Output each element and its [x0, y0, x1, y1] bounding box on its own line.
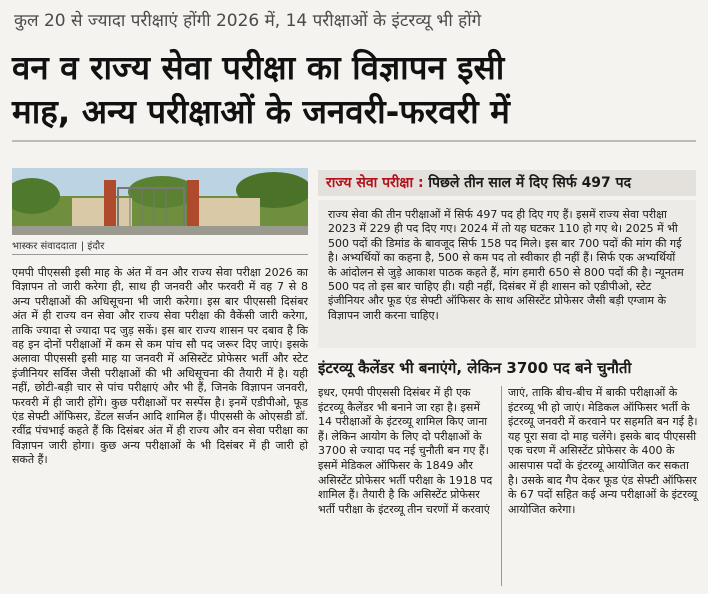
sidebar-heading: [318, 170, 696, 196]
kicker-line: कुल 20 से ज्यादा परीक्षाएं होंगी 2026 में, 14 परीक्षाओं के इंटरव्यू भी होंगे: [14, 11, 482, 31]
section-column-2: जाएं, ताकि बीच-बीच में बाकी परीक्षाओं के इंटरव्यू भी हो जाएं। मेडिकल ऑफिसर भर्ती के इंटरव्यू जनवरी में करवाने पर सहमति बन गई है। यह पूरा सवा दो माह चलेंगे। इसके बाद पीएससी एक चरण में असिस्टेंट प्रोफेसर के 400 के आसपास पदों के इंटरव्यू आयोजित कर सकता है। उसके बाद गैप देकर फूड एंड सेफ्टी ऑफिसर के 67 पदों सहित कई अन्य परीक्षाओं के इंटरव्यू आयोजित करेगा।: [508, 386, 698, 516]
campus-photo: [12, 168, 308, 235]
sidebar-body: राज्य सेवा की तीन परीक्षाओं में सिर्फ 497 पद ही दिए गए हैं। इसमें राज्य सेवा परीक्षा 2023 में 229 ही पद दिए गए। 2024 में तो यह घटकर 110 हो गए थे। 2025 में भी 500 पदों की डिमांड के बावजूद सिर्फ 158 पद मिले। इस बार 700 पदों की मांग की गई है। अभ्यर्थियों का कहना है, 500 से कम पद तो स्वीकार ही नहीं हैं। सिर्फ एक अभ्यर्थियों के आंदोलन से जुड़े आकाश पाठक कहते हैं, मांग हमारी 650 से 800 पदों की है। न्यूनतम 500 पद तो इस बार चाहिए ही। यही नहीं, दिसंबर में ही शासन को एडीपीओ, स्टेट इंजीनियर और फूड एंड सेफ्टी ऑफिसर के साथ असिस्टेंट प्रोफेसर जैसी बड़ी एग्जाम के विज्ञापन जारी करना चाहिए।: [318, 200, 696, 348]
section-heading: इंटरव्यू कैलेंडर भी बनाएंगे, लेकिन 3700 पद बने चुनौती: [318, 359, 632, 377]
headline-line-2: माह, अन्य परीक्षाओं के जनवरी-फरवरी में: [12, 92, 510, 131]
sidebar-tag: राज्य सेवा परीक्षा :: [326, 175, 424, 191]
byline-author: भास्कर संवाददाता: [12, 241, 77, 252]
headline: [12, 46, 702, 134]
byline: [12, 238, 308, 255]
section-column-1: इधर, एमपी पीएससी दिसंबर में ही एक इंटरव्यू कैलेंडर भी बनाने जा रहा है। इसमें 14 परीक्षाओं के इंटरव्यू शामिल किए जाना हैं। लेकिन आयोग के लिए दो परीक्षाओं के 3700 से ज्यादा पद नई चुनौती बन गए हैं। इसमें मेडिकल ऑफिसर के 1849 और असिस्टेंट प्रोफेसर भर्ती परीक्षा के 1918 पद शामिल हैं। तैयारी है कि असिस्टेंट प्रोफेसर भर्ती परीक्षा के इंटरव्यू तीन चरणों में करवाएं: [318, 386, 493, 516]
divider: [12, 140, 696, 142]
sidebar-title: पिछले तीन साल में दिए सिर्फ 497 पद: [428, 175, 632, 191]
article-body: एमपी पीएससी इसी माह के अंत में वन और राज्य सेवा परीक्षा 2026 का विज्ञापन तो जारी करेगा ही, साथ ही जनवरी और फरवरी में वह 7 से 8 अन्य परीक्षाओं की अधिसूचना भी जारी करेगा। इस बार पीएससी दिसंबर अंत में ही राज्य वन सेवा और राज्य सेवा परीक्षा की वैकेंसी जारी करेगा, ताकि ज्यादा से ज्यादा पद जुड़ सकें। इस बार राज्य शासन पर दबाव है कि वह इन दोनों परीक्षाओं में कम से कम पांच सौ पद जरूर दिए जाएं। इसके अलावा पीएससी इसी माह या जनवरी में असिस्टेंट प्रोफेसर भर्ती और स्टेट इंजीनियर सर्विस जैसी परीक्षाओं की भी अधिसूचना की तैयारी में है। यही नहीं, छोटी-बड़ी चार से पांच परीक्षाएं और भी हैं, जिनके विज्ञापन जनवरी, फरवरी में ही जारी होंगे। कुछ परीक्षाओं पर सस्पेंस है। इनमें एडीपीओ, फूड एंड सेफ्टी ऑफिसर, डेंटल सर्जन आदि शामिल हैं। पीएससी के ओएसडी डॉ. रवींद्र पंचभाई कहते हैं कि दिसंबर अंत में ही राज्य और वन सेवा परीक्षा का विज्ञापन जारी होगा। कुछ अन्य परीक्षाओं के भी दिसंबर में ही जारी हो सकते हैं।: [12, 266, 308, 467]
column-divider: [501, 386, 502, 586]
headline-line-1: वन व राज्य सेवा परीक्षा का विज्ञापन इसी: [12, 48, 505, 87]
byline-place: | इंदौर: [80, 241, 105, 252]
